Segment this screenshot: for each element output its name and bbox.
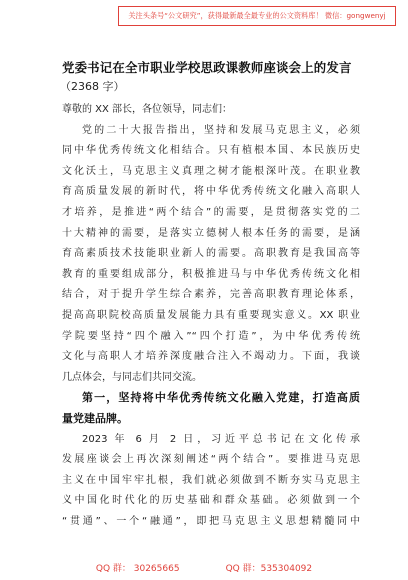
footer-qq-group-1: QQ 群： 30265665 (95, 564, 180, 574)
paragraph-line: 才培养，是推进“两个结合”的需要，是贯彻落实党的二 (62, 206, 360, 218)
promo-banner-text: 关注头条号“公文研究”，获得最新最全最专业的公文资料库！ 微信：gongwenyj (128, 11, 386, 20)
paragraph-line: 党的二十大报告指出，坚持和发展马克思主义，必须 (82, 124, 360, 136)
paragraph-line: 提高高职院校高质量发展能力具有重要现实意义。XX 职业 (62, 309, 360, 321)
paragraph-line: 十大精神的需要，是落实立德树人根本任务的需要，是涵 (62, 227, 360, 239)
document-title: 党委书记在全市职业学校思政课教师座谈会上的发言 (62, 60, 352, 75)
paragraph-line: 结合，对于提升学生综合素养，完善高职教育理论体系， (62, 289, 360, 301)
paragraph-line: 育高素质技术技能职业新人的需要。高职教育是我国高等 (62, 248, 360, 260)
paragraph-line: 文化沃土，马克思主义真理之树才能根深叶茂。在职业教 (62, 165, 360, 177)
promo-banner (118, 6, 396, 26)
footer (0, 561, 408, 574)
word-count: （2368 字） (60, 80, 125, 93)
footer-qq-group-2: QQ 群：535304092 (225, 564, 313, 574)
section-heading-line: 第一，坚持将中华优秀传统文化融入党建，打造高质 (82, 391, 360, 405)
document-body (62, 100, 360, 532)
paragraph-line: 文化与高职人才培养深度融合注入不竭动力。下面，我谈 (62, 351, 360, 363)
paragraph-line: 2023 年 6 月 2 日，习近平总书记在文化传承 (82, 433, 360, 445)
paragraph-line: 几点体会，与同志们共同交流。 (62, 371, 202, 383)
paragraph-line: 学院要坚持“四个融入”“四个打造”，为中华优秀传统 (62, 330, 360, 342)
greeting-line: 尊敬的 XX 部长，各位领导，同志们： (62, 104, 233, 115)
paragraph-line: 同中华优秀传统文化相结合。只有植根本国、本民族历史 (62, 145, 360, 157)
paragraph-line: 教育的重要组成部分，积极推进马与中华优秀传统文化相 (62, 268, 360, 280)
paragraph-line: 义中国化时代化的历史基础和群众基础。必须做到一个 (62, 495, 360, 507)
paragraph-line: 育高质量发展的新时代，将中华优秀传统文化融入高职人 (62, 186, 360, 198)
section-heading-line: 量党建品牌。 (62, 411, 128, 425)
paragraph-line: “贯通”、一个“融通”，即把马克思主义思想精髓同中 (62, 515, 360, 527)
paragraph-line: 发展座谈会上再次深刻阐述“两个结合”。要推进马克思 (62, 454, 360, 466)
paragraph-line: 主义在中国牢牢扎根，我们就必须做到不断夯实马克思主 (62, 474, 360, 486)
